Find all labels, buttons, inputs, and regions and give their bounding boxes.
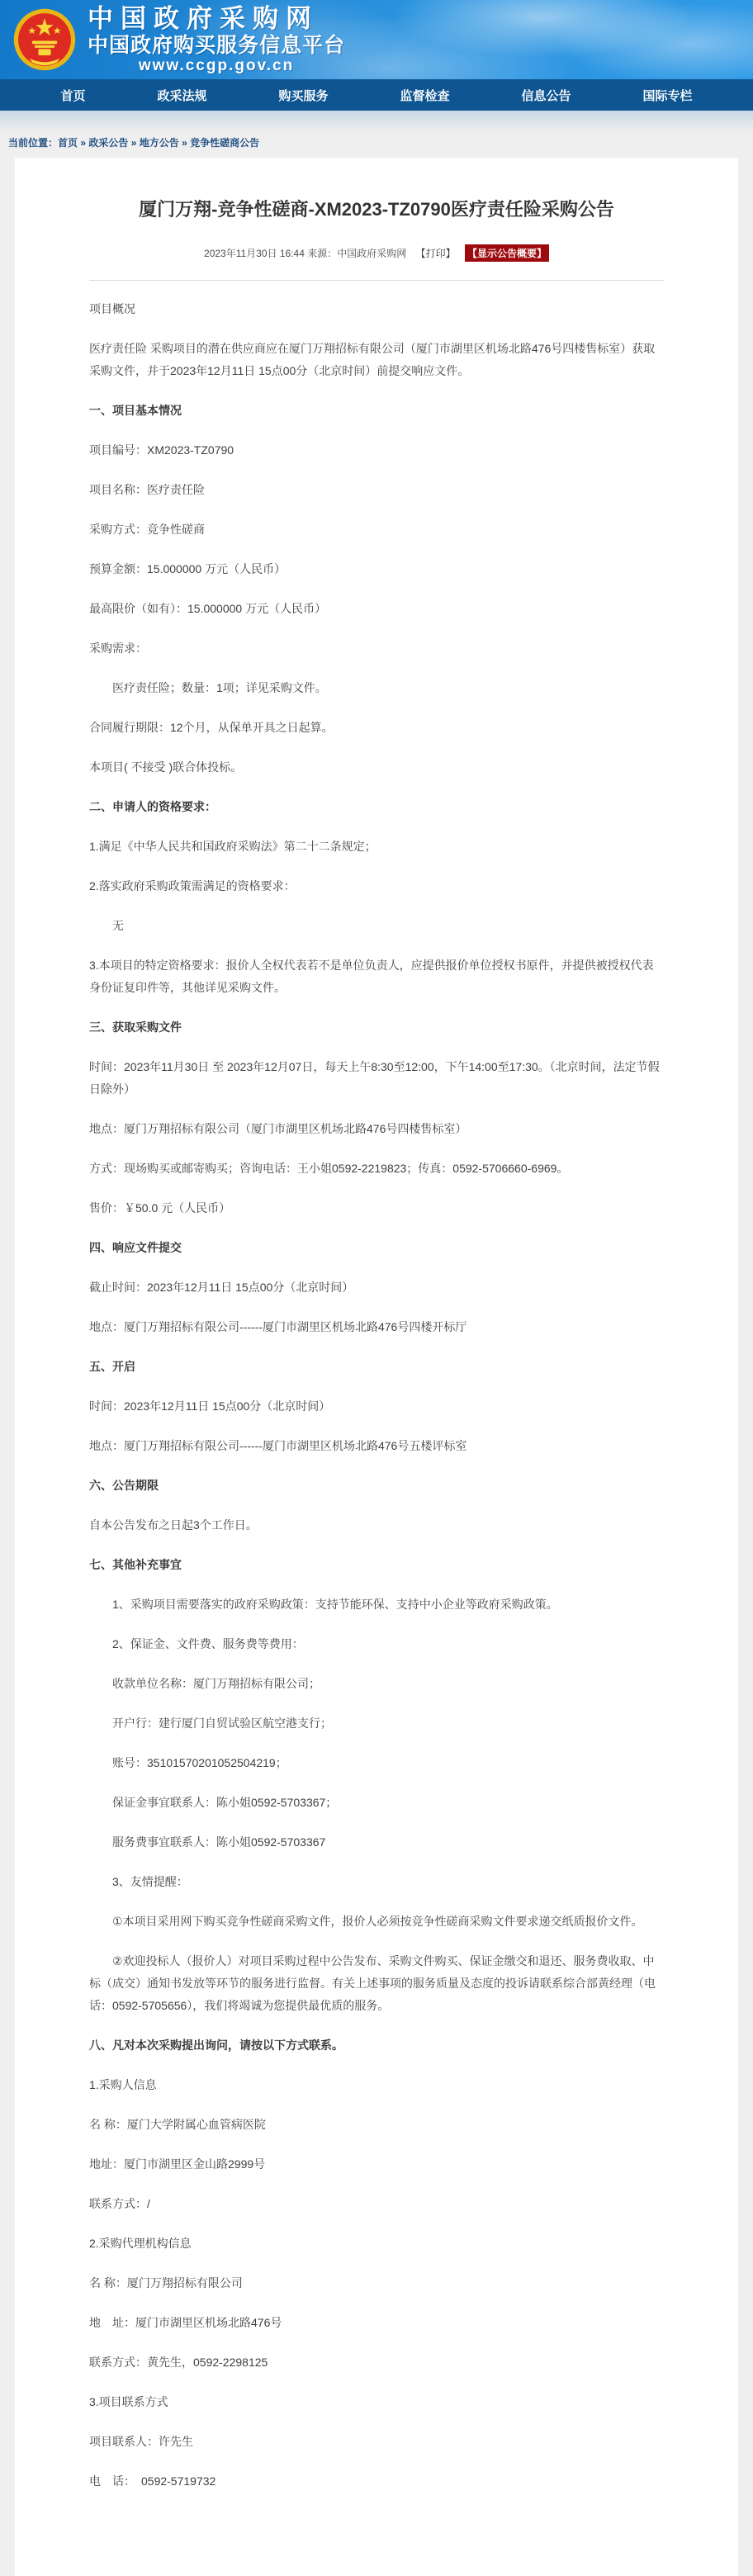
section-heading: 七、其他补充事宜: [89, 1557, 182, 1571]
paragraph: 服务费事宜联系人：陈小姐0592-5703367: [112, 1835, 326, 1849]
breadcrumb-separator: »: [78, 137, 89, 149]
paragraph: 地点：厦门万翔招标有限公司（厦门市湖里区机场北路476号四楼售标室）: [89, 1121, 467, 1135]
paragraph: 合同履行期限：12个月，从保单开具之日起算。: [89, 720, 334, 734]
nav-fade-strip: [0, 111, 753, 134]
paragraph: 地 址：厦门市湖里区机场北路476号: [89, 2315, 282, 2329]
paragraph: 项目概况: [89, 301, 135, 315]
breadcrumb-separator: »: [128, 137, 140, 149]
nav-item-notices[interactable]: 信息公告: [521, 88, 571, 103]
page-title: 厦门万翔-竞争性磋商-XM2023-TZ0790医疗责任险采购公告: [139, 199, 614, 220]
paragraph: 本项目( 不接受 )联合体投标。: [89, 760, 243, 774]
paragraph: ①本项目采用网下购买竞争性磋商采购文件，报价人必须按竞争性磋商采购文件要求递交纸质报价文件。: [112, 1914, 643, 1928]
title-divider: [89, 280, 664, 281]
paragraph: 电 话： 0592-5719732: [89, 2474, 216, 2488]
paragraph: 2.落实政府采购政策需满足的资格要求：: [89, 878, 296, 893]
paragraph: 售价：￥50.0 元（人民币）: [89, 1200, 231, 1215]
paragraph: 3.本项目的特定资格要求：报价人全权代表若不是单位负责人，应提供报价单位授权书原件，并提供被授权代表身份证复印件等，其他详见采购文件。: [89, 958, 654, 994]
breadcrumb-separator: »: [178, 137, 191, 149]
article-source: 来源：中国政府采购网: [307, 247, 407, 259]
breadcrumb-link-competitive-consultation[interactable]: 竞争性磋商公告: [190, 137, 260, 149]
nav-item-regulations[interactable]: 政采法规: [157, 88, 207, 103]
nav-item-supervision[interactable]: 监督检查: [400, 88, 450, 103]
breadcrumb-link-local[interactable]: 地方公告: [139, 137, 179, 149]
paragraph: 项目名称：医疗责任险: [89, 482, 205, 496]
breadcrumb-prefix: 当前位置：: [8, 137, 59, 149]
breadcrumb-link-announcements[interactable]: 政采公告: [88, 137, 129, 149]
nav-item-home[interactable]: 首页: [60, 88, 86, 103]
paragraph: 地点：厦门万翔招标有限公司------厦门市湖里区机场北路476号五楼评标室: [89, 1438, 467, 1452]
section-heading: 五、开启: [89, 1359, 135, 1373]
paragraph: 3.项目联系方式: [89, 2394, 168, 2408]
paragraph: 地址：厦门市湖里区金山路2999号: [89, 2157, 266, 2171]
site-banner: [0, 0, 753, 79]
publish-datetime: 2023年11月30日 16:44: [204, 247, 305, 259]
national-emblem-icon: [13, 8, 76, 71]
paragraph: 开户行：建行厦门自贸试验区航空港支行；: [112, 1716, 332, 1730]
section-heading: 一、项目基本情况: [89, 403, 182, 417]
print-button[interactable]: 【打印】: [415, 247, 456, 259]
paragraph: 方式：现场购买或邮寄购买；咨询电话：王小姐0592-2219823；传真：0592-5706660-6969。: [89, 1161, 569, 1175]
paragraph: 2.采购代理机构信息: [89, 2236, 192, 2250]
paragraph: 地点：厦门万翔招标有限公司------厦门市湖里区机场北路476号四楼开标厅: [89, 1319, 467, 1333]
paragraph: 无: [112, 918, 124, 932]
paragraph: 采购方式：竞争性磋商: [89, 522, 205, 536]
paragraph: 医疗责任险 采购项目的潜在供应商应在厦门万翔招标有限公司（厦门市湖里区机场北路476号四楼售标室）获取采购文件，并于2023年12月11日 15点00分（北京时间）前提交响应文件。: [89, 341, 656, 377]
paragraph: 时间：2023年12月11日 15点00分（北京时间）: [89, 1399, 331, 1413]
paragraph: 最高限价（如有）：15.000000 万元（人民币）: [89, 601, 327, 615]
section-heading: 八、凡对本次采购提出询问，请按以下方式联系。: [89, 2038, 343, 2052]
paragraph: 保证金事宜联系人：陈小姐0592-5703367；: [112, 1795, 338, 1809]
site-url: www.ccgp.gov.cn: [138, 57, 295, 75]
paragraph: 2、保证金、文件费、服务费等费用：: [112, 1636, 304, 1650]
paragraph: 时间：2023年11月30日 至 2023年12月07日，每天上午8:30至12:00，下午14:00至17:30。（北京时间，法定节假日除外）: [89, 1059, 660, 1096]
article-body: [89, 298, 664, 2493]
site-brand: [88, 4, 345, 75]
paragraph: 自本公告发布之日起3个工作日。: [89, 1518, 258, 1532]
paragraph: 医疗责任险；数量：1项；详见采购文件。: [112, 680, 327, 694]
main-nav: [0, 79, 753, 111]
paragraph: 1.满足《中华人民共和国政府采购法》第二十二条规定；: [89, 839, 376, 853]
paragraph: 联系方式：黄先生，0592-2298125: [89, 2355, 268, 2369]
section-heading: 六、公告期限: [89, 1478, 159, 1492]
nav-item-services[interactable]: 购买服务: [278, 88, 329, 103]
paragraph: 预算金额：15.000000 万元（人民币）: [89, 561, 287, 575]
paragraph: 采购需求：: [89, 641, 147, 655]
announcement-card: [15, 158, 738, 2576]
paragraph: 项目联系人：许先生: [89, 2434, 193, 2448]
paragraph: 1.采购人信息: [89, 2077, 157, 2091]
paragraph: 名 称：厦门万翔招标有限公司: [89, 2275, 243, 2290]
breadcrumb: [0, 134, 753, 158]
site-title: 中国政府采购网: [88, 3, 319, 33]
nav-item-international[interactable]: 国际专栏: [642, 88, 693, 103]
site-subtitle: 中国政府购买服务信息平台: [88, 33, 346, 57]
section-heading: 四、响应文件提交: [89, 1240, 182, 1254]
paragraph: 截止时间：2023年12月11日 15点00分（北京时间）: [89, 1280, 354, 1294]
paragraph: 1、采购项目需要落实的政府采购政策：支持节能环保、支持中小企业等政府采购政策。: [112, 1597, 558, 1611]
paragraph: 收款单位名称：厦门万翔招标有限公司；: [112, 1676, 320, 1690]
article-meta: [89, 244, 664, 262]
paragraph: 账号：35101570201052504219；: [112, 1755, 287, 1769]
show-summary-button[interactable]: 【显示公告概要】: [465, 244, 549, 262]
paragraph: 项目编号：XM2023-TZ0790: [89, 443, 234, 457]
paragraph: 名 称：厦门大学附属心血管病医院: [89, 2117, 266, 2131]
paragraph: 3、友情提醒：: [112, 1874, 188, 1888]
breadcrumb-link-home[interactable]: 首页: [58, 137, 78, 149]
paragraph: 联系方式：/: [89, 2196, 150, 2210]
section-heading: 二、申请人的资格要求：: [89, 799, 216, 813]
section-heading: 三、获取采购文件: [89, 1020, 182, 1034]
paragraph: ②欢迎投标人（报价人）对项目采购过程中公告发布、采购文件购买、保证金缴交和退还、服务费收取、中标（成交）通知书发放等环节的服务进行监督。有关上述事项的服务质量及态度的投诉请联系综合部黄经理（电话：0592-5705656），我们将竭诚为您提供最优质的服务。: [89, 1953, 656, 2012]
